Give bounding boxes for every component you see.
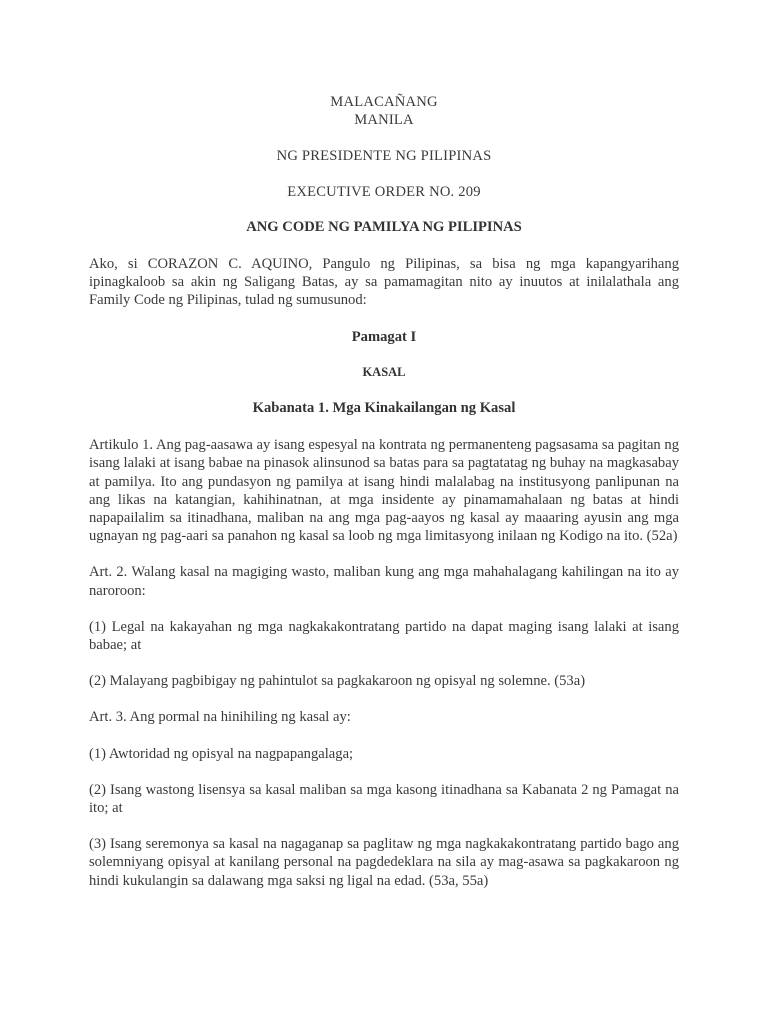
title-section-heading: Pamagat I bbox=[351, 328, 417, 345]
document-title: ANG CODE NG PAMILYA NG PILIPINAS bbox=[246, 218, 522, 235]
header-malacanang: MALACAÑANG bbox=[330, 94, 438, 110]
article-1: Artikulo 1. Ang pag-aasawa ay isang espesyal na kontrata ng permanenteng pagsasama sa pagitan ng isang lalaki at isang babae na pinasok alinsunod sa batas para sa pagtatatag ng buhay na magkasabay at pamilya. Ito ang pundasyon ng pamilya at isang hindi malalabag na institusyong panlipunan na ang likas na katangian, kahihinatnan, at mga insidente ay pinamamahalaan ng batas at hindi napapailalim sa itinadhana, maliban na ang mga pag-aayos ng kasal ay maaaring ayusin ang mga ugnayan ng pag-aari sa panahon ng kasal sa loob ng mga limitasyong inilaan ng Kodigo na ito. (52a) bbox=[89, 437, 679, 545]
article-3-item-1: (1) Awtoridad ng opisyal na nagpapangalaga; bbox=[89, 745, 354, 762]
intro-paragraph: Ako, si CORAZON C. AQUINO, Pangulo ng Pilipinas, sa bisa ng mga kapangyarihang ipinagkaloob sa akin ng Saligang Batas, ay sa pamamagitan nito ay inuutos at inilalathala ang Family Code ng Pilipinas, tulad ng sumusunod: bbox=[89, 256, 679, 309]
article-2: Art. 2. Walang kasal na magiging wasto, maliban kung ang mga mahahalagang kahilingan na ito ay naroroon: bbox=[89, 564, 679, 599]
header-executive-order: EXECUTIVE ORDER NO. 209 bbox=[287, 183, 481, 200]
chapter-heading: Kabanata 1. Mga Kinakailangan ng Kasal bbox=[252, 400, 516, 417]
document-page bbox=[89, 93, 679, 890]
article-3: Art. 3. Ang pormal na hinihiling ng kasal ay: bbox=[89, 709, 351, 726]
header-office: NG PRESIDENTE NG PILIPINAS bbox=[276, 148, 492, 165]
article-3-item-2: (2) Isang wastong lisensya sa kasal maliban sa mga kasong itinadhana sa Kabanata 2 ng Pamagat na ito; at bbox=[89, 781, 679, 817]
article-2-item-2: (2) Malayang pagbibigay ng pahintulot sa pagkakaroon ng opisyal ng solemne. (53a) bbox=[89, 673, 586, 690]
subtitle-heading: KASAL bbox=[362, 364, 406, 379]
article-2-item-1: (1) Legal na kakayahan ng mga nagkakakontratang partido na dapat maging isang lalaki at isang babae; at bbox=[89, 618, 679, 654]
article-3-item-3: (3) Isang seremonya sa kasal na nagaganap sa paglitaw ng mga nagkakakontratang partido bago ang solemniyang opisyal at kanilang personal na pagdedeklara na sila ay mag-asawa sa pagkakaroon ng hindi kukulangin sa dalawang mga saksi ng ligal na edad. (53a, 55a) bbox=[89, 836, 679, 889]
header-manila: MANILA bbox=[354, 112, 414, 129]
